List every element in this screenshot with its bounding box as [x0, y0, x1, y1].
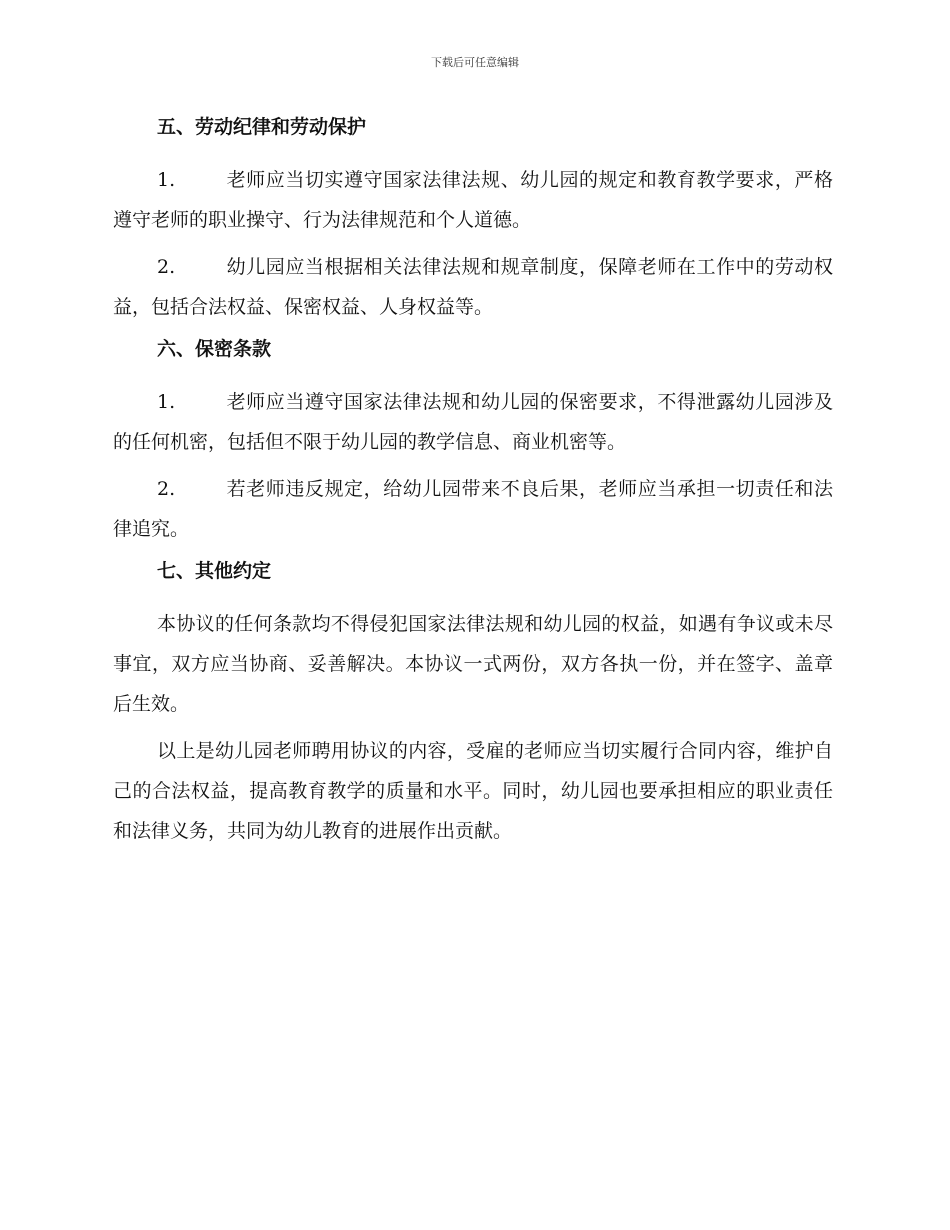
item-text: 若老师违反规定，给幼儿园带来不良后果，老师应当承担一切责任和法律追究。 — [113, 478, 833, 540]
item-number: 1. — [157, 391, 176, 413]
section-heading-labor: 五、劳动纪律和劳动保护 — [157, 116, 367, 138]
list-item — [113, 382, 833, 462]
item-text: 幼儿园应当根据相关法律法规和规章制度，保障老师在工作中的劳动权益，包括合法权益、保密权益、人身权益等。 — [113, 256, 833, 318]
document-body — [113, 112, 833, 858]
section-heading-confidentiality: 六、保密条款 — [157, 338, 272, 360]
item-number: 2. — [157, 478, 176, 500]
item-number: 2. — [157, 256, 176, 278]
section-heading-other: 七、其他约定 — [157, 560, 272, 582]
paragraph: 本协议的任何条款均不得侵犯国家法律法规和幼儿园的权益，如遇有争议或未尽事宜，双方应当协商、妥善解决。本协议一式两份，双方各执一份，并在签字、盖章后生效。 — [113, 613, 833, 715]
item-text: 老师应当切实遵守国家法律法规、幼儿园的规定和教育教学要求，严格遵守老师的职业操守、行为法律规范和个人道德。 — [113, 169, 833, 231]
page-header: 下载后可任意编辑 — [431, 56, 519, 69]
list-item — [113, 247, 833, 327]
item-text: 老师应当遵守国家法律法规和幼儿园的保密要求，不得泄露幼儿园涉及的任何机密，包括但不限于幼儿园的教学信息、商业机密等。 — [113, 391, 833, 453]
item-number: 1. — [157, 169, 176, 191]
list-item — [113, 160, 833, 240]
list-item — [113, 469, 833, 549]
paragraph: 以上是幼儿园老师聘用协议的内容，受雇的老师应当切实履行合同内容，维护自己的合法权益，提高教育教学的质量和水平。同时，幼儿园也要承担相应的职业责任和法律义务，共同为幼儿教育的进展作出贡献。 — [113, 740, 833, 842]
